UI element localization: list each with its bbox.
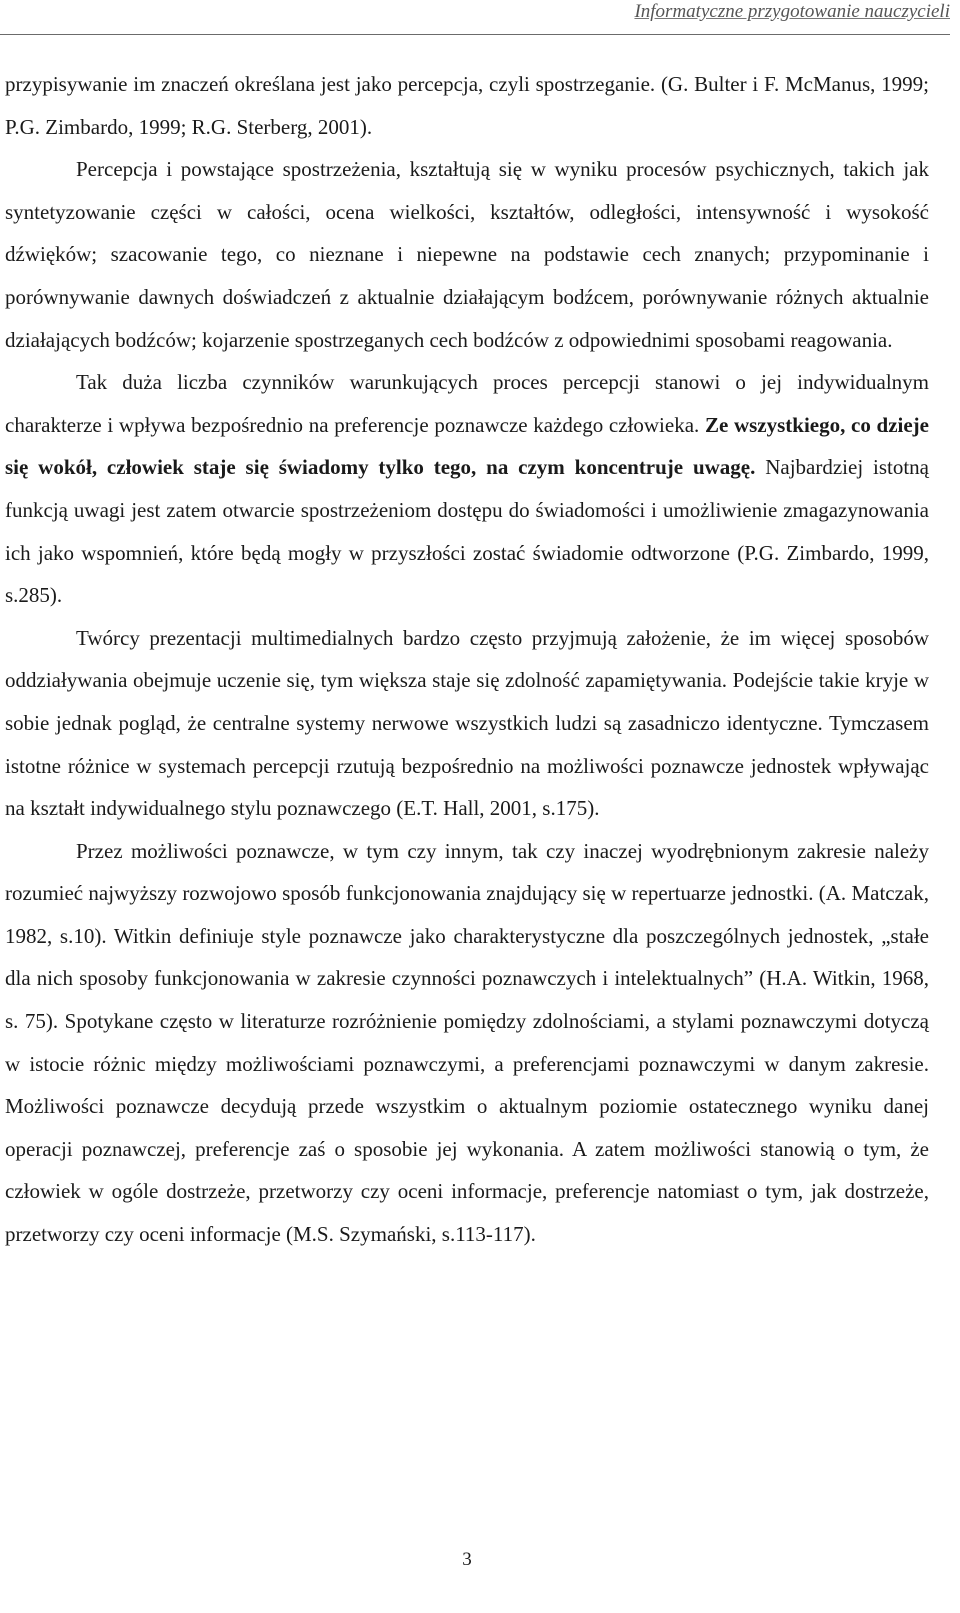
running-header [0, 0, 950, 35]
text-segment: Najbardziej istotną funkcją uwagi jest zatem otwarcie spostrzeżeniom dostępu do świadomości i umożliwienie zmagazynowania ich jako wspomnień, które będą mogły w przyszłości zostać świadomie odtworzone (P.G. Zimbardo, 1999, s.285). [5, 455, 929, 608]
paragraph [5, 617, 929, 830]
text-segment: Przez możliwości poznawcze, w tym czy innym, tak czy inaczej wyodrębnionym zakresie należy rozumieć najwyższy rozwojowo sposób funkcjonowania znajdujący się w repertuarze jednostki. (A. Matczak, 1982, s.10). Witkin definiuje style poznawcze jako charakterystyczne dla poszczególnych jednostek, „stałe dla nich sposoby funkcjonowania w zakresie czynności poznawczych i intelektualnych” (H.A. Witkin, 1968, s. 75). Spotykane często w literaturze rozróżnienie pomiędzy zdolnościami, a stylami poznawczymi dotyczą w istocie różnic między możliwościami poznawczymi, a preferencjami poznawczymi w danym zakresie. Możliwości poznawcze decydują przede wszystkim o aktualnym poziomie ostatecznego wyniku danej operacji poznawczej, preferencje zaś o sposobie jej wykonania. A zatem możliwości stanowią o tym, że człowiek w ogóle dostrzeże, przetworzy czy oceni informacje, preferencje natomiast o tym, jak dostrzeże, przetworzy czy oceni informacje (M.S. Szymański, s.113-117). [5, 838, 929, 1247]
bold-text-segment: Ze wszystkiego, co dzieje się wokół, człowiek staje się świadomy tylko tego, na czym koncentruje uwagę. [5, 412, 929, 480]
page-number: 3 [462, 1549, 472, 1570]
paragraph [5, 148, 929, 361]
paragraph [5, 63, 929, 148]
paragraph [5, 830, 929, 1256]
text-segment: Twórcy prezentacji multimedialnych bardzo często przyjmują założenie, że im więcej sposobów oddziaływania obejmuje uczenie się, tym większa staje się zdolność zapamiętywania. Podejście takie kryje w sobie jednak pogląd, że centralne systemy nerwowe wszystkich ludzi są zasadniczo identyczne. Tymczasem istotne różnice w systemach percepcji rzutują bezpośrednio na możliwości poznawcze jednostek wpływając na kształt indywidualnego stylu poznawczego (E.T. Hall, 2001, s.175). [5, 625, 929, 821]
text-segment: Tak duża liczba czynników warunkujących proces percepcji stanowi o jej indywidualnym charakterze i wpływa bezpośrednio na preferencje poznawcze każdego człowieka. [5, 370, 929, 437]
document-body [5, 63, 929, 1256]
paragraph [5, 361, 929, 617]
header-title: Informatyczne przygotowanie nauczycieli [634, 1, 950, 22]
text-segment: Percepcja i powstające spostrzeżenia, kształtują się w wyniku procesów psychicznych, takich jak syntetyzowanie części w całości, ocena wielkości, kształtów, odległości, intensywność i wysokość dźwięków; szacowanie tego, co nieznane i niepewne na podstawie cech znanych; przypominanie i porównywanie dawnych doświadczeń z aktualnie działającym bodźcem, porównywanie różnych aktualnie działających bodźców; kojarzenie spostrzeganych cech bodźców z odpowiednimi sposobami reagowania. [5, 157, 929, 352]
text-segment: przypisywanie im znaczeń określana jest jako percepcja, czyli spostrzeganie. (G. Bulter i F. McManus, 1999; P.G. Zimbardo, 1999; R.G. Sterberg, 2001). [5, 72, 929, 139]
